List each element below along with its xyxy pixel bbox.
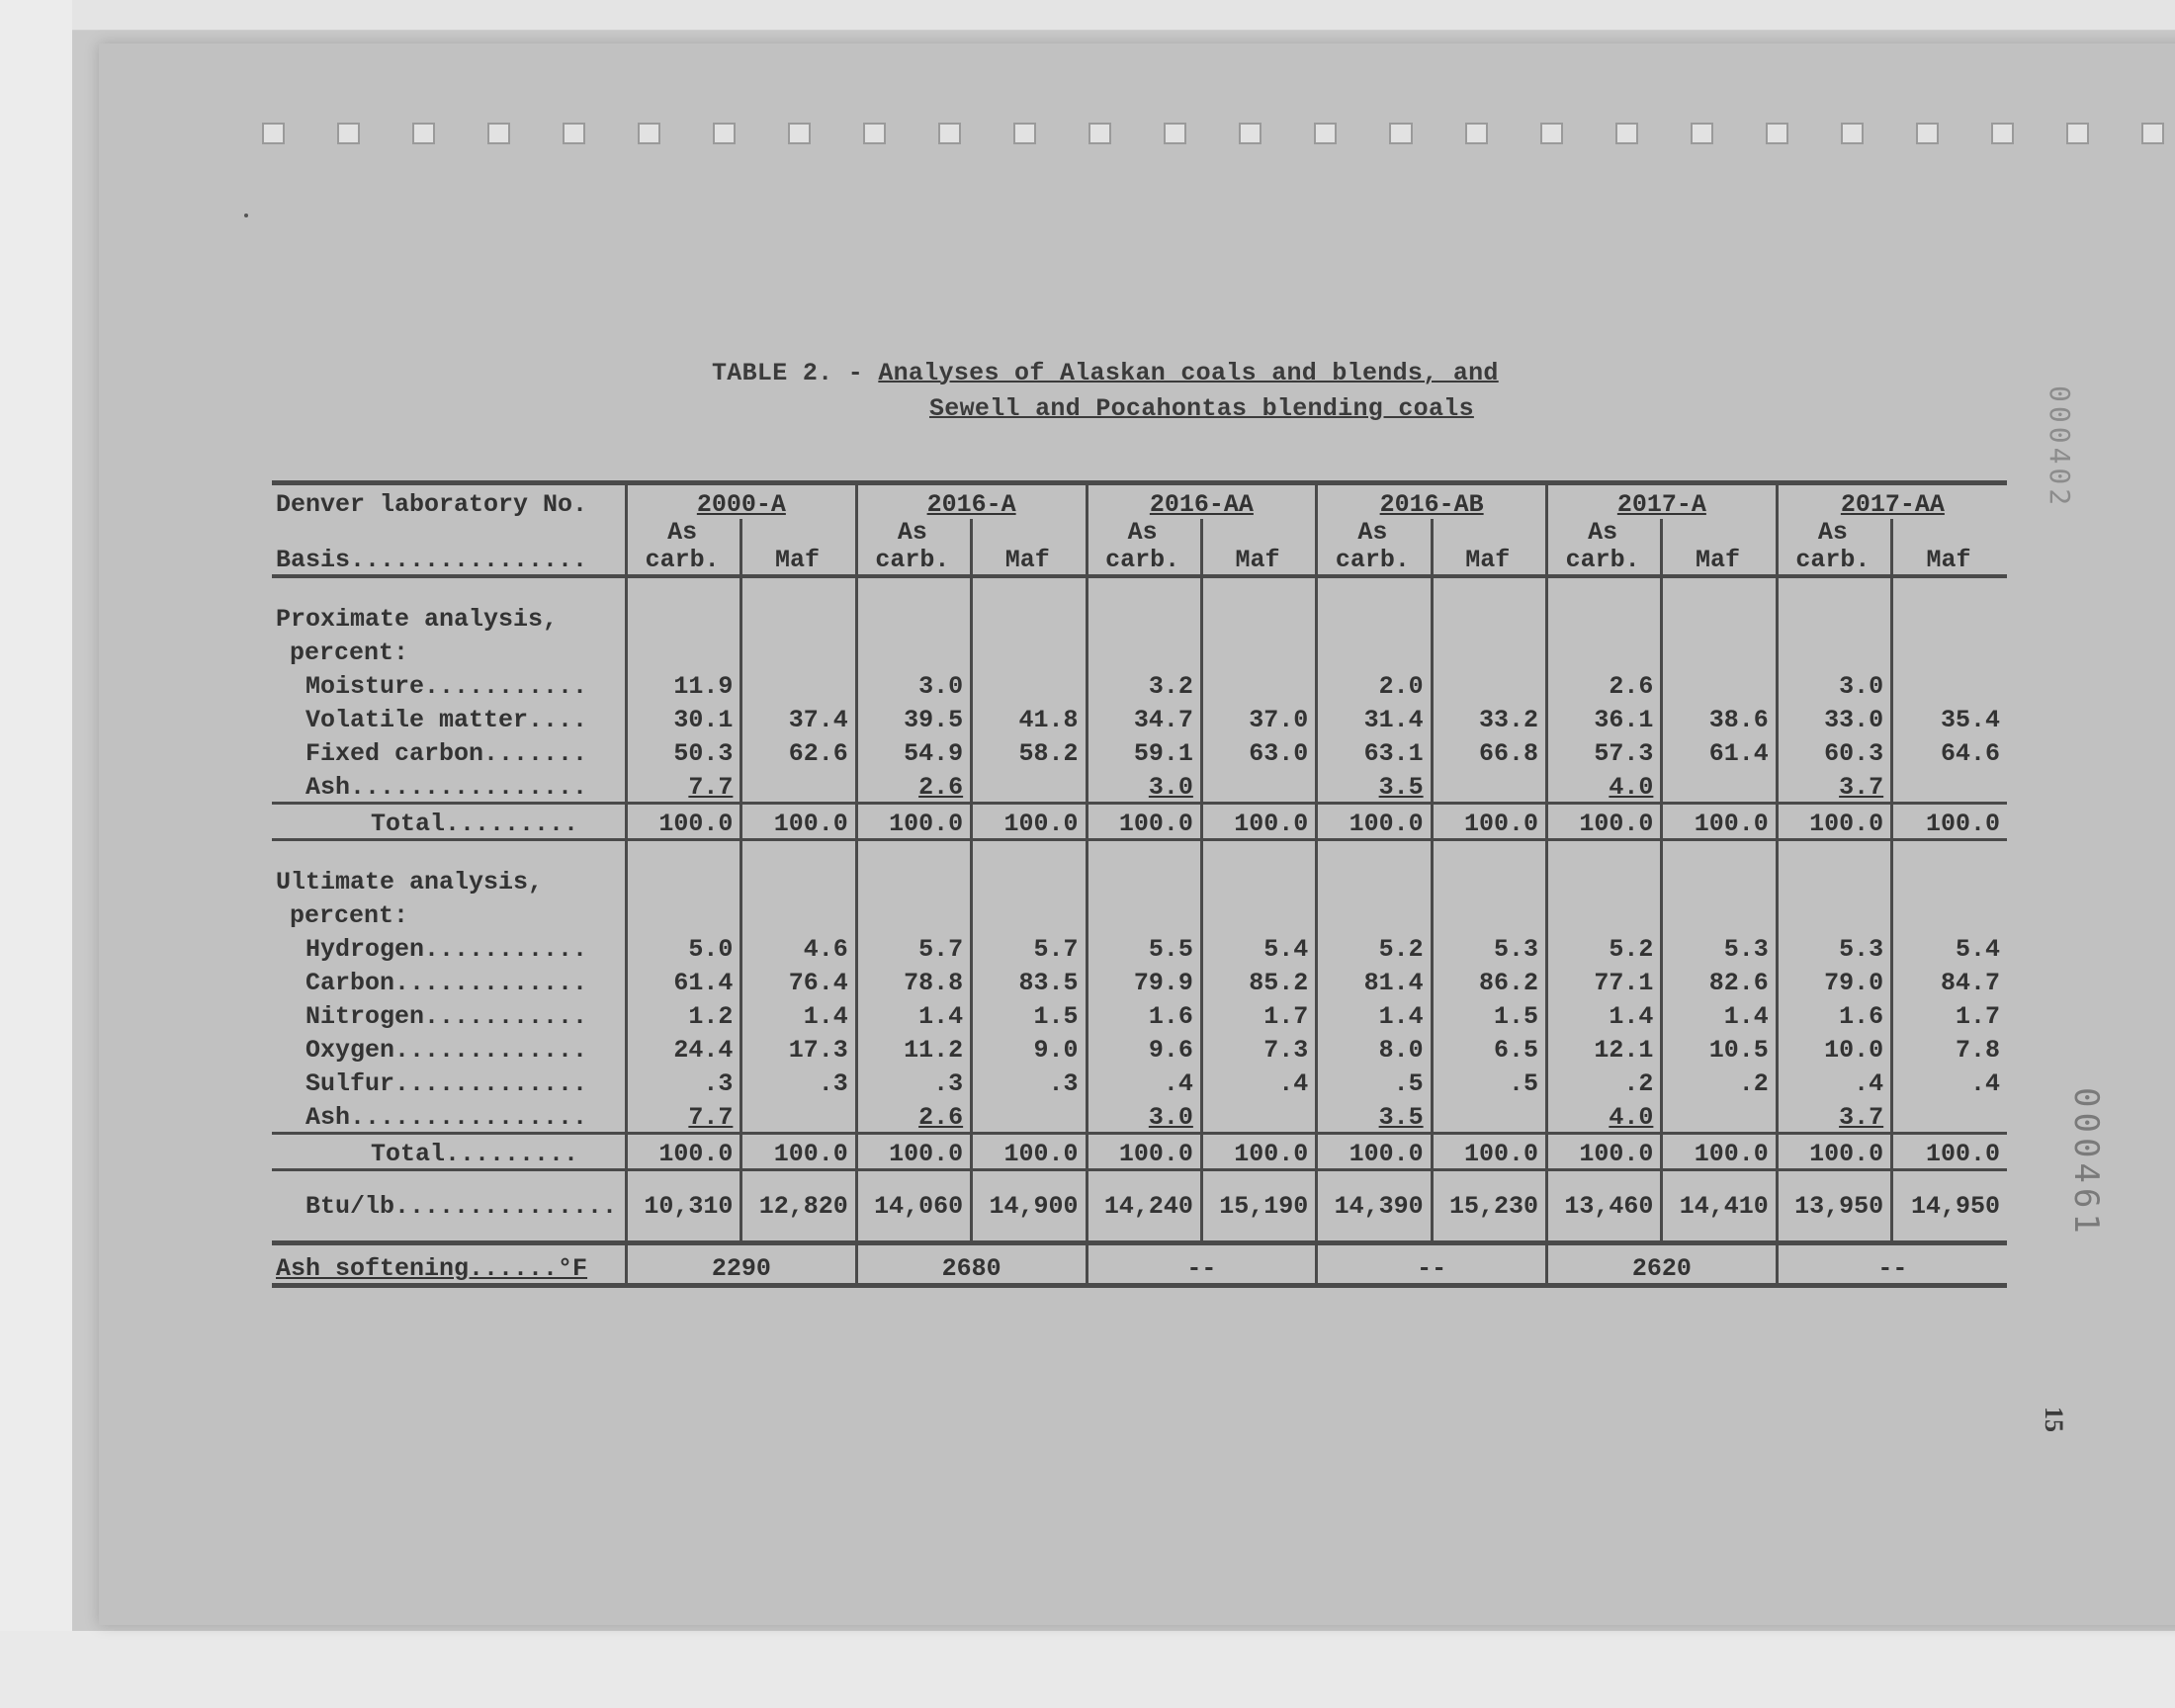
value-cell: 3.7	[1777, 768, 1891, 804]
value-cell	[1662, 768, 1777, 804]
sprocket-hole	[1540, 123, 1563, 144]
sprocket-hole	[487, 123, 510, 144]
value-cell: 5.2	[1317, 930, 1432, 964]
basis-as-text: As	[1588, 519, 1618, 547]
sprocket-hole	[412, 123, 435, 144]
value-cell: .3	[627, 1065, 741, 1098]
value-cell	[1892, 667, 2007, 701]
value-cell: 100.0	[1317, 1134, 1432, 1170]
value-cell: 33.0	[1777, 701, 1891, 734]
value-cell: 6.5	[1432, 1031, 1546, 1065]
section-subheading: percent:	[290, 901, 409, 930]
margin-stamp-lower: 000461	[2066, 1087, 2106, 1238]
value-cell: 14,240	[1087, 1170, 1201, 1243]
value-cell: .3	[856, 1065, 971, 1098]
table-row	[272, 897, 2007, 930]
speck-mark	[244, 214, 248, 217]
value-cell: 77.1	[1547, 964, 1662, 997]
value-cell: 15,190	[1201, 1170, 1316, 1243]
caption-title-1: Analyses of Alaskan coals and blends, and	[878, 359, 1499, 387]
row-label: Total.........	[272, 1134, 627, 1170]
basis-as-text: As	[1817, 519, 1848, 547]
value-cell: 2.6	[856, 768, 971, 804]
value-cell	[1432, 1098, 1546, 1134]
coal-analysis-table	[272, 480, 2007, 1288]
sprocket-hole	[1841, 123, 1864, 144]
value-cell: 78.8	[856, 964, 971, 997]
value-cell: .3	[741, 1065, 856, 1098]
table-row	[272, 1098, 2007, 1134]
value-cell: 12.1	[1547, 1031, 1662, 1065]
table-row	[272, 964, 2007, 997]
sprocket-hole	[262, 123, 285, 144]
basis-cell	[1547, 519, 1662, 576]
basis-carb-text: carb.	[875, 546, 950, 574]
sprocket-hole	[863, 123, 886, 144]
value-cell: 7.8	[1892, 1031, 2007, 1065]
value-cell	[1201, 768, 1316, 804]
value-cell: .3	[972, 1065, 1087, 1098]
value-cell: 7.7	[627, 1098, 741, 1134]
value-cell: 3.0	[856, 667, 971, 701]
sprocket-hole	[1916, 123, 1939, 144]
sprocket-hole	[1615, 123, 1638, 144]
value-cell: 2.6	[1547, 667, 1662, 701]
basis-header: Basis................	[272, 519, 627, 576]
table-caption	[712, 356, 1499, 427]
table-spacer	[272, 840, 2007, 864]
sprocket-hole	[638, 123, 660, 144]
value-cell	[1892, 768, 2007, 804]
row-label: Ash................	[305, 773, 588, 802]
value-cell: 100.0	[1087, 804, 1201, 840]
value-cell	[1662, 1098, 1777, 1134]
value-cell: 100.0	[1662, 804, 1777, 840]
table-row	[272, 701, 2007, 734]
value-cell: .2	[1547, 1065, 1662, 1098]
sprocket-hole	[938, 123, 961, 144]
sprocket-hole	[1465, 123, 1488, 144]
value-cell: 66.8	[1432, 734, 1546, 768]
value-cell: 4.0	[1547, 768, 1662, 804]
value-cell: 100.0	[1432, 1134, 1546, 1170]
viewer-bottom-band	[0, 1631, 2175, 1708]
table-row	[272, 667, 2007, 701]
value-cell: 15,230	[1432, 1170, 1546, 1243]
value-cell: 5.3	[1662, 930, 1777, 964]
basis-cell: Maf	[1432, 519, 1546, 576]
value-cell: 10,310	[627, 1170, 741, 1243]
value-cell: 11.2	[856, 1031, 971, 1065]
section-subheading: percent:	[290, 639, 409, 667]
value-cell: 100.0	[856, 804, 971, 840]
value-cell: 100.0	[1892, 804, 2007, 840]
table-row	[272, 863, 2007, 897]
row-label: Total.........	[272, 804, 627, 840]
value-cell: .2	[1662, 1065, 1777, 1098]
value-cell: 1.4	[1547, 997, 1662, 1031]
table-row	[272, 1031, 2007, 1065]
row-label: Sulfur.............	[305, 1069, 588, 1098]
row-label: Moisture...........	[305, 672, 588, 701]
value-cell: 100.0	[1201, 804, 1316, 840]
btu-rows	[272, 1170, 2007, 1243]
value-cell: 12,820	[741, 1170, 856, 1243]
value-cell: 14,900	[972, 1170, 1087, 1243]
value-cell: 8.0	[1317, 1031, 1432, 1065]
table-row	[272, 600, 2007, 634]
row-label: Ash................	[305, 1103, 588, 1132]
table-row	[272, 768, 2007, 804]
caption-line-1	[712, 356, 1499, 391]
basis-cell	[1087, 519, 1201, 576]
sprocket-hole	[2141, 123, 2164, 144]
value-cell: 1.4	[1317, 997, 1432, 1031]
value-cell: 5.3	[1432, 930, 1546, 964]
value-cell: 82.6	[1662, 964, 1777, 997]
value-cell: 5.5	[1087, 930, 1201, 964]
value-cell: 3.0	[1777, 667, 1891, 701]
value-cell: 11.9	[627, 667, 741, 701]
row-label: Fixed carbon.......	[305, 739, 588, 768]
table-row	[272, 734, 2007, 768]
value-cell	[741, 768, 856, 804]
sprocket-hole	[1389, 123, 1412, 144]
sprocket-hole	[788, 123, 811, 144]
sprocket-hole	[1766, 123, 1788, 144]
value-cell: .5	[1432, 1065, 1546, 1098]
value-cell: 17.3	[741, 1031, 856, 1065]
basis-carb-text: carb.	[1105, 546, 1180, 574]
value-cell: 5.4	[1201, 930, 1316, 964]
value-cell: 5.7	[972, 930, 1087, 964]
table-row	[272, 930, 2007, 964]
value-cell: 36.1	[1547, 701, 1662, 734]
btu-row	[272, 1170, 2007, 1243]
value-cell: 10.0	[1777, 1031, 1891, 1065]
viewer-top-band	[0, 0, 2175, 31]
sample-header: 2017-AA	[1777, 483, 2007, 520]
value-cell: 54.9	[856, 734, 971, 768]
value-cell: 5.3	[1777, 930, 1891, 964]
value-cell: 1.4	[856, 997, 971, 1031]
value-cell: 4.6	[741, 930, 856, 964]
basis-carb-text: carb.	[1565, 546, 1640, 574]
value-cell: 3.5	[1317, 768, 1432, 804]
value-cell: 3.0	[1087, 1098, 1201, 1134]
table-row	[272, 997, 2007, 1031]
value-cell	[1201, 1098, 1316, 1134]
ash-softening-cell: --	[1777, 1243, 2007, 1286]
value-cell: 100.0	[627, 1134, 741, 1170]
table-row	[272, 519, 2007, 576]
value-cell: 2.6	[856, 1098, 971, 1134]
sprocket-hole	[1991, 123, 2014, 144]
value-cell: 2.0	[1317, 667, 1432, 701]
basis-cell	[1317, 519, 1432, 576]
value-cell: 7.3	[1201, 1031, 1316, 1065]
value-cell	[1432, 667, 1546, 701]
sprocket-hole	[713, 123, 736, 144]
total-row	[272, 804, 2007, 840]
value-cell: 3.5	[1317, 1098, 1432, 1134]
value-cell: 9.0	[972, 1031, 1087, 1065]
value-cell: 79.0	[1777, 964, 1891, 997]
value-cell: 1.4	[741, 997, 856, 1031]
value-cell: 5.4	[1892, 930, 2007, 964]
value-cell: 100.0	[1317, 804, 1432, 840]
value-cell: 9.6	[1087, 1031, 1201, 1065]
basis-as-text: As	[667, 519, 698, 547]
basis-cell: Maf	[972, 519, 1087, 576]
sample-header: 2016-A	[856, 483, 1087, 520]
value-cell: 14,950	[1892, 1170, 2007, 1243]
section-heading: Proximate analysis,	[276, 605, 559, 634]
value-cell: 100.0	[741, 804, 856, 840]
value-cell: 63.0	[1201, 734, 1316, 768]
value-cell: 1.6	[1087, 997, 1201, 1031]
value-cell: 62.6	[741, 734, 856, 768]
page-number: 15	[2040, 1407, 2068, 1432]
ash-softening-cell: 2680	[856, 1243, 1087, 1286]
value-cell: 38.6	[1662, 701, 1777, 734]
value-cell: 13,460	[1547, 1170, 1662, 1243]
value-cell	[972, 1098, 1087, 1134]
value-cell: 61.4	[627, 964, 741, 997]
value-cell: 100.0	[1777, 1134, 1891, 1170]
value-cell: .4	[1201, 1065, 1316, 1098]
ultimate-rows	[272, 930, 2007, 1170]
value-cell: 59.1	[1087, 734, 1201, 768]
caption-line-2	[929, 391, 1499, 427]
value-cell: 1.4	[1662, 997, 1777, 1031]
row-label: Oxygen.............	[305, 1036, 588, 1065]
sprocket-hole	[1239, 123, 1262, 144]
value-cell: 79.9	[1087, 964, 1201, 997]
basis-cell: Maf	[741, 519, 856, 576]
sprocket-hole	[1691, 123, 1713, 144]
value-cell: 30.1	[627, 701, 741, 734]
table-row	[272, 1243, 2007, 1286]
sprocket-hole	[563, 123, 585, 144]
margin-stamp-upper: 000402	[2044, 385, 2076, 510]
value-cell: 100.0	[1201, 1134, 1316, 1170]
value-cell: 41.8	[972, 701, 1087, 734]
value-cell: 37.4	[741, 701, 856, 734]
value-cell: .4	[1777, 1065, 1891, 1098]
value-cell: 86.2	[1432, 964, 1546, 997]
value-cell: 1.6	[1777, 997, 1891, 1031]
value-cell: 39.5	[856, 701, 971, 734]
basis-cell	[627, 519, 741, 576]
lab-no-header: Denver laboratory No.	[272, 483, 627, 520]
value-cell: 64.6	[1892, 734, 2007, 768]
sprocket-hole	[337, 123, 360, 144]
caption-label: TABLE 2. -	[712, 359, 879, 387]
value-cell: 83.5	[972, 964, 1087, 997]
ash-softening-label: Ash softening......°F	[272, 1243, 627, 1286]
value-cell: 3.7	[1777, 1098, 1891, 1134]
value-cell: 14,390	[1317, 1170, 1432, 1243]
value-cell: 3.0	[1087, 768, 1201, 804]
basis-as-text: As	[1357, 519, 1388, 547]
value-cell: 24.4	[627, 1031, 741, 1065]
basis-cell	[856, 519, 971, 576]
value-cell: 50.3	[627, 734, 741, 768]
basis-carb-text: carb.	[1795, 546, 1870, 574]
value-cell: 100.0	[856, 1134, 971, 1170]
ash-softening-cell: --	[1317, 1243, 1547, 1286]
value-cell: 5.2	[1547, 930, 1662, 964]
value-cell: 76.4	[741, 964, 856, 997]
table-spacer	[272, 576, 2007, 600]
basis-as-text: As	[1127, 519, 1158, 547]
value-cell: 84.7	[1892, 964, 2007, 997]
value-cell: 100.0	[741, 1134, 856, 1170]
value-cell: 100.0	[1547, 1134, 1662, 1170]
value-cell: 1.7	[1892, 997, 2007, 1031]
value-cell	[972, 768, 1087, 804]
value-cell: 100.0	[1662, 1134, 1777, 1170]
value-cell: 14,060	[856, 1170, 971, 1243]
sample-header: 2000-A	[627, 483, 857, 520]
table-row	[272, 1065, 2007, 1098]
value-cell: 1.7	[1201, 997, 1316, 1031]
value-cell: 7.7	[627, 768, 741, 804]
caption-title-2: Sewell and Pocahontas blending coals	[929, 394, 1474, 423]
sprocket-hole	[1164, 123, 1186, 144]
basis-cell: Maf	[1201, 519, 1316, 576]
row-label: Hydrogen...........	[305, 935, 588, 964]
row-label: Volatile matter....	[305, 706, 588, 734]
value-cell: 1.5	[1432, 997, 1546, 1031]
basis-carb-text: carb.	[1335, 546, 1410, 574]
sprocket-hole	[2066, 123, 2089, 144]
value-cell	[1432, 768, 1546, 804]
table-row	[272, 634, 2007, 667]
viewer-left-band	[0, 0, 72, 1708]
value-cell: 60.3	[1777, 734, 1891, 768]
value-cell: 35.4	[1892, 701, 2007, 734]
value-cell: 3.2	[1087, 667, 1201, 701]
sprocket-hole	[1013, 123, 1036, 144]
value-cell: 4.0	[1547, 1098, 1662, 1134]
sprocket-hole	[1088, 123, 1111, 144]
value-cell: 100.0	[1432, 804, 1546, 840]
value-cell	[1892, 1098, 2007, 1134]
value-cell: 100.0	[627, 804, 741, 840]
basis-cell: Maf	[1662, 519, 1777, 576]
value-cell	[972, 667, 1087, 701]
value-cell: .4	[1892, 1065, 2007, 1098]
value-cell: 1.2	[627, 997, 741, 1031]
value-cell: 100.0	[1087, 1134, 1201, 1170]
value-cell: 100.0	[972, 1134, 1087, 1170]
value-cell: 57.3	[1547, 734, 1662, 768]
value-cell: 58.2	[972, 734, 1087, 768]
value-cell: 13,950	[1777, 1170, 1891, 1243]
value-cell: 31.4	[1317, 701, 1432, 734]
value-cell: 100.0	[1777, 804, 1891, 840]
sprocket-hole	[1314, 123, 1337, 144]
value-cell	[741, 667, 856, 701]
value-cell: 14,410	[1662, 1170, 1777, 1243]
row-label: Carbon.............	[305, 969, 588, 997]
basis-cell	[1777, 519, 1891, 576]
value-cell: 100.0	[1892, 1134, 2007, 1170]
table-row	[272, 483, 2007, 520]
value-cell: 1.5	[972, 997, 1087, 1031]
value-cell: 37.0	[1201, 701, 1316, 734]
ash-softening-cell: 2290	[627, 1243, 857, 1286]
value-cell: .5	[1317, 1065, 1432, 1098]
value-cell: 10.5	[1662, 1031, 1777, 1065]
section-heading: Ultimate analysis,	[276, 868, 544, 897]
basis-cell: Maf	[1892, 519, 2007, 576]
value-cell: 85.2	[1201, 964, 1316, 997]
ash-softening-cell: 2620	[1547, 1243, 1778, 1286]
value-cell	[741, 1098, 856, 1134]
basis-as-text: As	[897, 519, 927, 547]
proximate-rows	[272, 667, 2007, 840]
value-cell: 63.1	[1317, 734, 1432, 768]
sample-header: 2016-AA	[1087, 483, 1317, 520]
sample-header: 2017-A	[1547, 483, 1778, 520]
total-row	[272, 1134, 2007, 1170]
value-cell: 81.4	[1317, 964, 1432, 997]
value-cell: 100.0	[1547, 804, 1662, 840]
sprocket-holes	[262, 123, 2175, 152]
value-cell	[1201, 667, 1316, 701]
value-cell: 5.7	[856, 930, 971, 964]
value-cell	[1662, 667, 1777, 701]
sample-header: 2016-AB	[1317, 483, 1547, 520]
row-label: Nitrogen...........	[305, 1002, 588, 1031]
value-cell: 34.7	[1087, 701, 1201, 734]
value-cell: 33.2	[1432, 701, 1546, 734]
basis-carb-text: carb.	[645, 546, 720, 574]
value-cell: .4	[1087, 1065, 1201, 1098]
ash-softening-cell: --	[1087, 1243, 1317, 1286]
value-cell: 61.4	[1662, 734, 1777, 768]
row-label: Btu/lb...............	[272, 1170, 627, 1243]
value-cell: 5.0	[627, 930, 741, 964]
value-cell: 100.0	[972, 804, 1087, 840]
